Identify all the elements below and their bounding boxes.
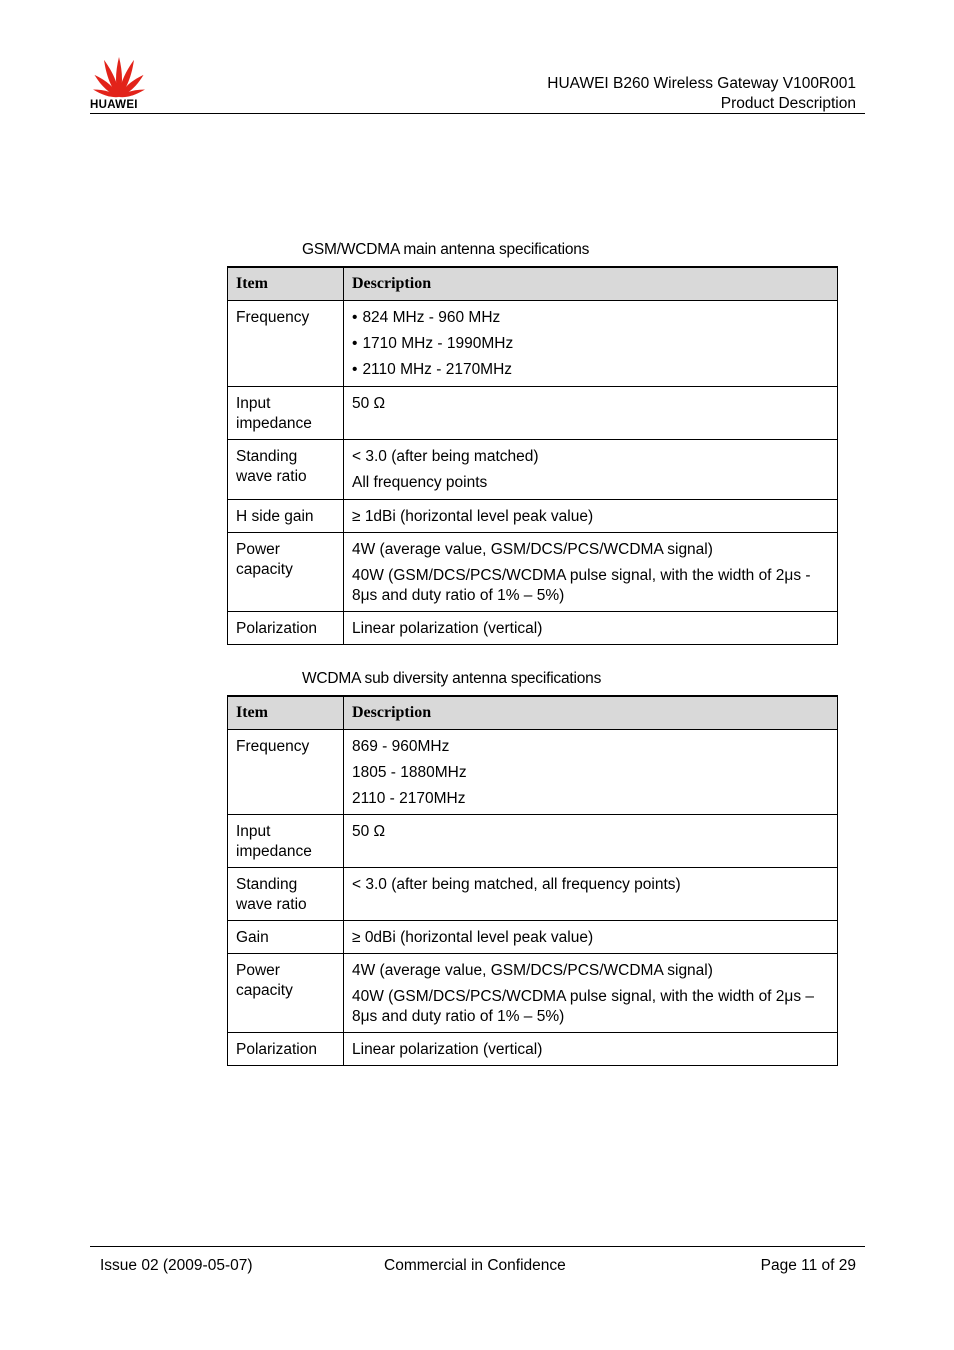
row-desc-line: 40W (GSM/DCS/PCS/WCDMA pulse signal, with the width of 2μs - 8μs and duty ratio of 1% – 5%)	[352, 566, 811, 604]
row-desc-line: 4W (average value, GSM/DCS/PCS/WCDMA signal)	[352, 540, 713, 558]
document-subtitle: Product Description	[720, 95, 856, 112]
row-desc-line: 2110 - 2170MHz	[352, 789, 466, 807]
footer-issue: Issue 02 (2009-05-07)	[100, 1257, 253, 1274]
table2-header-row	[228, 696, 838, 729]
row-item: Standing wave ratio	[236, 875, 307, 913]
row-desc-line: 40W (GSM/DCS/PCS/WCDMA pulse signal, with the width of 2μs – 8μs and duty ratio of 1% – 5%)	[352, 987, 815, 1025]
row-item: Power capacity	[236, 540, 293, 578]
table-row	[228, 499, 838, 532]
table2-col-description: Description	[344, 696, 838, 729]
row-desc-line: 869 - 960MHz	[352, 737, 450, 755]
row-item: Polarization	[236, 619, 317, 637]
row-item: Frequency	[236, 308, 310, 326]
table-row	[228, 867, 838, 920]
row-desc-line: 50 Ω	[352, 822, 386, 840]
row-item: Power capacity	[236, 961, 293, 999]
row-desc-line: < 3.0 (after being matched)	[352, 447, 539, 465]
table2	[227, 695, 838, 1066]
row-desc-line: • 2110 MHz - 2170MHz	[352, 360, 829, 380]
row-item: H side gain	[236, 507, 314, 525]
row-item: Input impedance	[236, 822, 312, 860]
table-row	[228, 814, 838, 867]
footer-divider	[90, 1246, 865, 1247]
row-item: Frequency	[236, 737, 310, 755]
table-row	[228, 611, 838, 644]
table-row	[228, 920, 838, 953]
row-item: Gain	[236, 928, 269, 946]
row-desc-line: 50 Ω	[352, 394, 386, 412]
table-row	[228, 386, 838, 439]
table2-caption: WCDMA sub diversity antenna specifications	[302, 670, 602, 687]
row-desc-line: 1805 - 1880MHz	[352, 763, 467, 781]
table-row	[228, 532, 838, 611]
row-desc-line: • 824 MHz - 960 MHz	[352, 308, 829, 328]
row-desc-line: ≥ 1dBi (horizontal level peak value)	[352, 507, 594, 525]
table1-caption: GSM/WCDMA main antenna specifications	[302, 241, 590, 258]
table2-col-item: Item	[228, 696, 344, 729]
table1	[227, 266, 838, 645]
row-item: Standing wave ratio	[236, 447, 307, 485]
table-row	[228, 729, 838, 814]
table-row	[228, 1032, 838, 1065]
row-desc-line: 4W (average value, GSM/DCS/PCS/WCDMA signal)	[352, 961, 713, 979]
table1-col-item: Item	[228, 267, 344, 300]
header-divider	[90, 113, 865, 114]
footer-confidentiality: Commercial in Confidence	[384, 1257, 566, 1274]
row-desc-line: Linear polarization (vertical)	[352, 1040, 543, 1058]
row-desc-line: • 1710 MHz - 1990MHz	[352, 334, 829, 354]
table-row	[228, 300, 838, 386]
row-desc-line: < 3.0 (after being matched, all frequency points)	[352, 875, 681, 893]
footer-page-number: Page 11 of 29	[760, 1257, 856, 1274]
table1-header-row	[228, 267, 838, 300]
table1-col-description: Description	[344, 267, 838, 300]
row-desc-line: Linear polarization (vertical)	[352, 619, 543, 637]
document-title: HUAWEI B260 Wireless Gateway V100R001	[547, 75, 856, 92]
row-desc-line: ≥ 0dBi (horizontal level peak value)	[352, 928, 594, 946]
row-item: Polarization	[236, 1040, 317, 1058]
logo-text: HUAWEI	[90, 99, 138, 111]
row-desc-line: All frequency points	[352, 473, 488, 491]
table-row	[228, 439, 838, 499]
row-item: Input impedance	[236, 394, 312, 432]
table-row	[228, 953, 838, 1032]
